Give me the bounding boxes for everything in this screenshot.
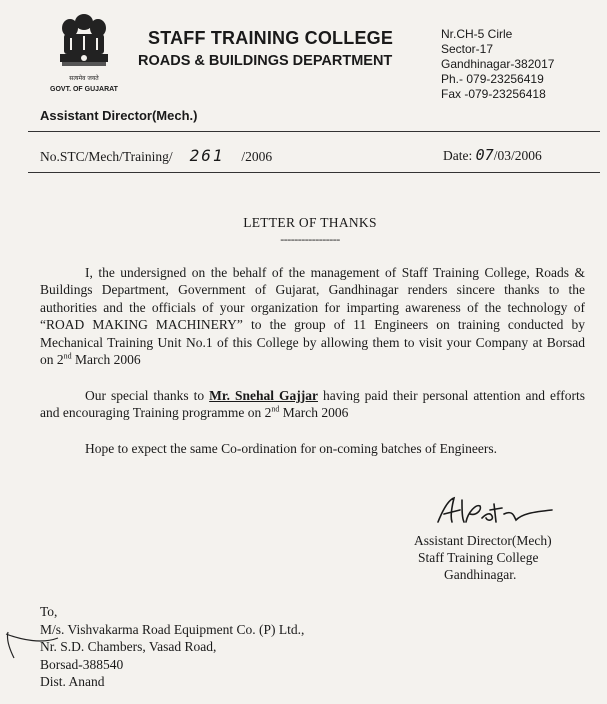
ordinal-suffix: nd (63, 351, 72, 361)
handwritten-signature (432, 492, 562, 530)
signature-block (414, 532, 552, 583)
sender-designation: Assistant Director(Mech.) (40, 108, 198, 123)
paragraph-thanks (40, 264, 585, 368)
govt-label: GOVT. OF GUJARAT (50, 86, 118, 93)
handwritten-reference-number: 261 (189, 146, 225, 165)
letter-title: LETTER OF THANKS (243, 215, 377, 230)
college-name: STAFF TRAINING COLLEGE (148, 28, 394, 48)
reference-year: /2006 (241, 149, 273, 164)
recipient-salutation: To, (40, 604, 58, 619)
lion-capital-icon (44, 8, 124, 78)
reference-divider (28, 172, 600, 173)
phone-number: Ph.- 079-23256419 (441, 72, 544, 86)
person-name: Mr. Snehal Gajjar (209, 388, 318, 403)
fax-number: Fax -079-23256418 (441, 87, 546, 101)
letter-date (443, 146, 542, 164)
signatory-organisation: Staff Training College (418, 550, 539, 565)
state-emblem (44, 8, 124, 94)
recipient-city: Borsad-388540 (40, 656, 124, 672)
title-underline: ----------------- (280, 232, 340, 246)
paragraph-text: Our special thanks to (85, 388, 210, 403)
paragraph-text: having paid their personal attention and efforts and encouraging Training programme on 2 (40, 388, 585, 421)
paragraph-text: March 2006 (71, 352, 141, 368)
address-block (441, 27, 554, 102)
recipient-district: Dist. Anand (40, 674, 105, 689)
reference-prefix: No.STC/Mech/Training/ (40, 149, 173, 164)
paragraph-text: March 2006 (279, 405, 349, 421)
header-divider (28, 131, 600, 132)
paragraph-closing: Hope to expect the same Co-ordination for on-coming batches of Engineers. (85, 441, 498, 456)
paragraph-text: I, the undersigned on the behalf of the management of Staff Training College, Roads & Buildings Department, Government of Gujarat, Gandhinagar renders sincere thanks to the authorities and the officials of your organization for imparting awareness of the technology of “ROAD MAKING MACHINERY” to the group of 11 Engineers on training conducted by Mechanical Training Unit No.1 of this College by allowing them to visit your Company at Borsad on 2 (40, 265, 585, 368)
department-name: ROADS & BUILDINGS DEPARTMENT (138, 53, 393, 69)
paragraph-special-thanks (40, 387, 585, 422)
date-label: Date: (443, 148, 476, 163)
ordinal-suffix: nd (271, 404, 280, 414)
date-rest: /03/2006 (493, 148, 542, 163)
recipient-address (40, 603, 304, 691)
recipient-company: M/s. Vishvakarma Road Equipment Co. (P) Ltd., (40, 621, 305, 637)
signatory-title: Assistant Director(Mech) (414, 533, 552, 548)
address-line: Sector-17 (441, 42, 494, 56)
address-line: Nr.CH-5 Cirle (441, 27, 513, 41)
reference-number (40, 146, 272, 165)
handwritten-date-day: 07 (475, 146, 494, 164)
address-line: Gandhinagar-382017 (441, 57, 555, 71)
emblem-motto: सत्यमेव जयते (69, 75, 99, 82)
signatory-location: Gandhinagar. (444, 567, 517, 582)
recipient-street: Nr. S.D. Chambers, Vasad Road, (40, 639, 217, 654)
